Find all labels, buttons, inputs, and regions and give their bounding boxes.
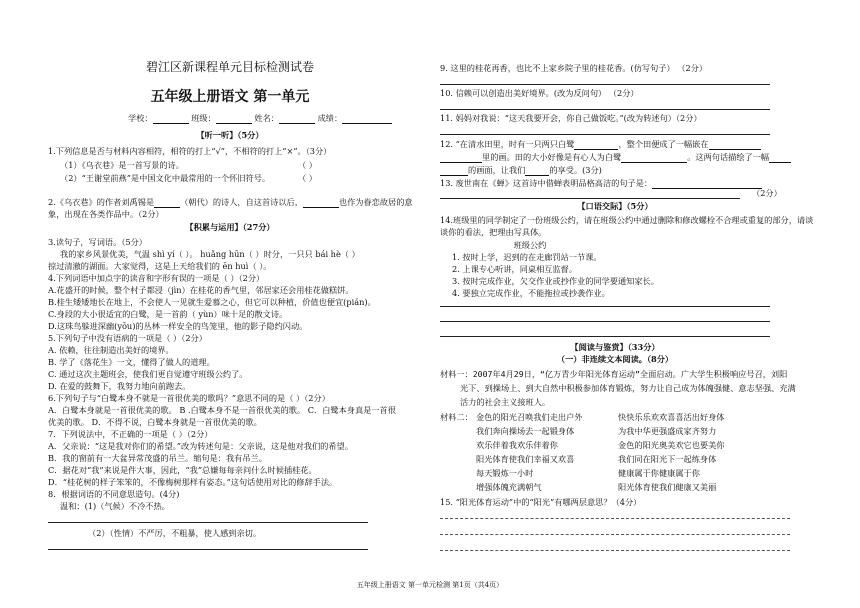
- q12-part-f: 的享受。(3分): [549, 165, 602, 175]
- q13-answer-line[interactable]: [440, 198, 740, 199]
- q13-question: 13. 废世南在《蝉》这首诗中借蝉表明品格高洁的句子是：: [440, 178, 653, 188]
- q5-text: 5.下列句子中没有语病的一项是（ ）（2分）: [48, 333, 207, 343]
- q10-text: 10. 信赖可以创造出美好境界。(改为反问句） （2分）: [440, 88, 639, 98]
- q11-text: 11. 妈妈对我说：“这天我要开会，你自己做饭吃。”(改为转述句）（2分）: [440, 113, 702, 123]
- q12-part-e: 的画面，让我们: [468, 165, 526, 175]
- q4-option-a: A.花盛开的时候，整个村子都浸（jìn）在桂花的香气里，邻居家还会用桂花做糕饼。: [48, 285, 354, 295]
- q14-answer-line-1[interactable]: [440, 306, 770, 307]
- q13-text: [440, 177, 762, 189]
- q3-text: 3.读句子，写词语。（5分）: [48, 237, 147, 247]
- q8-answer-line-1[interactable]: [48, 522, 368, 523]
- q1b-answer[interactable]: （ ）: [298, 173, 317, 183]
- q2-line1: [48, 196, 413, 208]
- q8-meaning-2: （2）（性情）不严厉，不粗暴，使人感到亲切。: [88, 528, 262, 538]
- q12-blank-4[interactable]: [621, 162, 687, 163]
- listen-heading: 【听一听】（5分）: [196, 130, 264, 140]
- q15-answer-line-2[interactable]: [440, 534, 790, 535]
- q2-line2: 象，出现在各类作品中。（2分）: [48, 209, 164, 219]
- q12-part-a: 12. “在清水田里，时有一只两只白鹭: [440, 139, 575, 149]
- q1a-answer[interactable]: （ ）: [298, 160, 317, 170]
- q1-text: 1.下列信息是否与材料内容相符，相符的打上“√”，不相符的打上“×”。（3分）: [48, 146, 332, 156]
- school-blank[interactable]: [153, 123, 189, 124]
- q8-meaning-1: 温和：(1)（气候）不冷不热。: [60, 501, 170, 511]
- q7-option-a: A．父亲说：“这是我对你们的希望。”改为转述句是：父亲说，这是他对我们的希望。: [48, 441, 353, 451]
- q15-text: 15. “阳光体育运动”中的“阳光”有哪两层意思？（4分）: [440, 497, 642, 507]
- info-fields: [128, 112, 392, 124]
- q6-options-line1: A．白鹭本身就是一首很优美的歌。 B .白鹭本身不是一首很优美的歌。 C．白鹭本身真是一首很: [48, 405, 396, 415]
- poem-left-1: 金色的阳光召唤我们走出户外: [476, 412, 583, 422]
- q11-answer-line[interactable]: [440, 134, 770, 135]
- poem-left-4: 阳光体育使我们幸福又欢喜: [476, 454, 575, 464]
- q15-answer-line-1[interactable]: [440, 518, 790, 519]
- q3-line1: 我的家乡风景优美，气温 shì yí（ ）。 huǎng hūn（ ）时分，一只只 bái hè（ ）: [60, 249, 360, 259]
- class-pact-title: 班级公约: [513, 240, 547, 250]
- reading-heading: 【阅读与鉴赏】（33分）: [570, 342, 660, 352]
- q13-points: （2分）: [752, 188, 782, 198]
- q5-option-c: C. 通过这次主题班会，使我们更自觉遵守班级公约了。: [48, 369, 248, 379]
- exam-subtitle: 五年级上册语文 第一单元: [150, 89, 310, 105]
- q14-line2: 谈你的看法，把理由写具体。: [440, 227, 547, 237]
- q8-answer-line-2[interactable]: [48, 549, 368, 550]
- q15-answer-line-3[interactable]: [440, 550, 790, 551]
- q14-answer-line-3[interactable]: [440, 336, 770, 337]
- page-footer: 五年级上册语文 第一单元检测 第1页（共4页）: [356, 581, 504, 589]
- poem-left-3: 欢乐伴着我欢乐伴着你: [476, 440, 558, 450]
- q2-blank-image[interactable]: [303, 207, 339, 208]
- poem-right-4: 我们同在阳光下一起练身体: [618, 454, 717, 464]
- poem-left-6: 增强体魄充满朝气: [476, 482, 542, 492]
- oral-heading: 【口语交际】（5分）: [577, 201, 653, 211]
- exam-title: 碧江区新课程单元目标检测试卷: [145, 60, 314, 74]
- q10-answer-line[interactable]: [440, 109, 770, 110]
- q13-blank[interactable]: [652, 188, 762, 189]
- q4-option-d: D.这珠鸟躲进深幽(yōu)的丛林一样安全的鸟笼里，他的影子隐约闪动。: [48, 321, 308, 331]
- poem-left-5: 每天锻炼一小时: [476, 468, 534, 478]
- pact-item-1: 1. 按时上学，迟到的在走廊罚站一节课。: [452, 252, 602, 262]
- field-score-label: 成绩：: [317, 113, 343, 123]
- poem-right-3: 金色的阳光奥美欢它也要美你: [618, 440, 725, 450]
- q12-part-b: ，整个田便成了一幅嵌在: [618, 139, 709, 149]
- q4-text: 4.下列词语中加点字的读音和字形有误的一项是（ ）（2分）: [48, 273, 265, 283]
- q7-text: 7．下列说法中，不正确的一项是（ ）（2分）: [48, 429, 213, 439]
- poem-left-2: 我们奔向操场去一起锻身体: [476, 426, 575, 436]
- q7-option-b: B．我的窗前有一大盆异常茂盛的吊兰。缩句是：我有吊兰。: [48, 453, 267, 463]
- material1-line1: 材料一：2007年4月29日，“亿万青少年阳光体育运动”全面启动。广大学生积极响应号召，刘阳: [440, 369, 788, 379]
- q12-line2: [440, 151, 791, 163]
- poem-right-2: 为我中华更强盛成家齐努力: [618, 426, 717, 436]
- q12-blank-5[interactable]: [769, 162, 791, 163]
- q4-option-b: B.桂生矮矮地长在地上，不会使人一见就生爱慕之心，但它可以种植，价值也便宜(pián)。: [48, 297, 376, 307]
- q5-option-b: B. 学了《落花生》一文，懂得了做人的道理。: [48, 357, 215, 367]
- q4-option-c: C.身段的大小很适宜的白鹭，是一首韵（ yùn）味十足的散文诗。: [48, 309, 288, 319]
- q7-option-d: D．“桂花树的样子笨笨的，不像梅树那样有姿态。”这句话使用对比的修辞手法。: [48, 477, 338, 487]
- reading-subheading: （一）非连续文本阅读。（8分）: [556, 354, 674, 364]
- q14-answer-line-2[interactable]: [440, 321, 770, 322]
- q12-part-d: 。这两句话描绘了一幅: [687, 152, 770, 162]
- q9-answer-line[interactable]: [440, 84, 770, 85]
- q3-line2: 掠过清澈的湖面。大家觉得，这是上天给我们的 ēn huì（ ）。: [48, 261, 272, 271]
- field-school-label: 学校：: [128, 113, 153, 123]
- field-class-label: 班级：: [191, 113, 216, 123]
- q7-option-c: C．据花对“我”来说是件大事，因此，“我”总嫌每每亲问什么时候插桂花。: [48, 465, 317, 475]
- material1-line3: 活力的社会主义接班人。: [460, 397, 551, 407]
- q12-part-c: 里的画。田的大小好像是有心人为白鹭: [482, 152, 622, 162]
- q1b-text: （2）“王谢堂前燕”是中国文化中最常用的一个怀旧符号。: [60, 173, 271, 183]
- pact-item-2: 2. 上课专心听讲，同桌相互监督。: [452, 264, 578, 274]
- name-blank[interactable]: [279, 123, 315, 124]
- pact-item-4: 4. 要独立完成作业，不能拖拉或抄袭作业。: [452, 288, 610, 298]
- q5-option-a: A. 依赖，往往制造出美好的境界。: [48, 345, 174, 355]
- pact-item-3: 3. 按时完成作业，欠交作业或抄作业的同学要通知家长。: [452, 276, 659, 286]
- q6-options-line2: 优美的歌。 D．不得不说，白鹭本身就是一首很优美的歌。: [48, 417, 262, 427]
- q2-part-b: （朝代）的诗人，自这首诗以后，: [180, 197, 303, 207]
- q14-line1: 14.班级里的同学制定了一份班级公约，请在班级公约中通过删除和修改螺栓不合理或重复的部分，请谈: [440, 215, 814, 225]
- q6-text: 6.下列句子与“白鹭本身不就是一首很优美的歌吗？”意思不同的是（ ）（2分）: [48, 393, 330, 403]
- poem-right-1: 快快乐乐欢欢喜喜活出好身体: [618, 412, 725, 422]
- q5-option-d: D. 在爱的鼓舞下，我努力地向前跑去。: [48, 381, 191, 391]
- material1-line2: 光下、到操场上、到大自然中积极参加体育锻炼，努力让自己成为体魄强健、意志坚强、充满: [460, 383, 796, 393]
- accumulate-heading: 【积累与运用】（27分）: [185, 222, 275, 232]
- class-blank[interactable]: [216, 123, 252, 124]
- q12-line1: [440, 138, 761, 150]
- q12-line3: [440, 164, 602, 176]
- field-name-label: 姓名：: [254, 113, 279, 123]
- q8-text: 8．根据词语的不同意思造句。(4分): [48, 489, 180, 499]
- poem-right-5: 健康属于你健康属于你: [618, 468, 700, 478]
- q2-part-a: 2.《乌衣巷》的作者刘禹锡是: [48, 197, 155, 207]
- material2-label: 材料二：: [440, 412, 473, 422]
- q9-text: 9. 这里的桂花再香，也比不上家乡院子里的桂花香。(仿写句子） （2分）: [440, 63, 708, 73]
- poem-right-6: 阳光体育使我们健康又美丽: [618, 482, 717, 492]
- score-blank[interactable]: [342, 123, 392, 124]
- q2-part-c: 也作为眷恋故居的意: [338, 197, 413, 207]
- q1a-text: （1）《乌衣巷》是一首写景的诗。: [60, 160, 184, 170]
